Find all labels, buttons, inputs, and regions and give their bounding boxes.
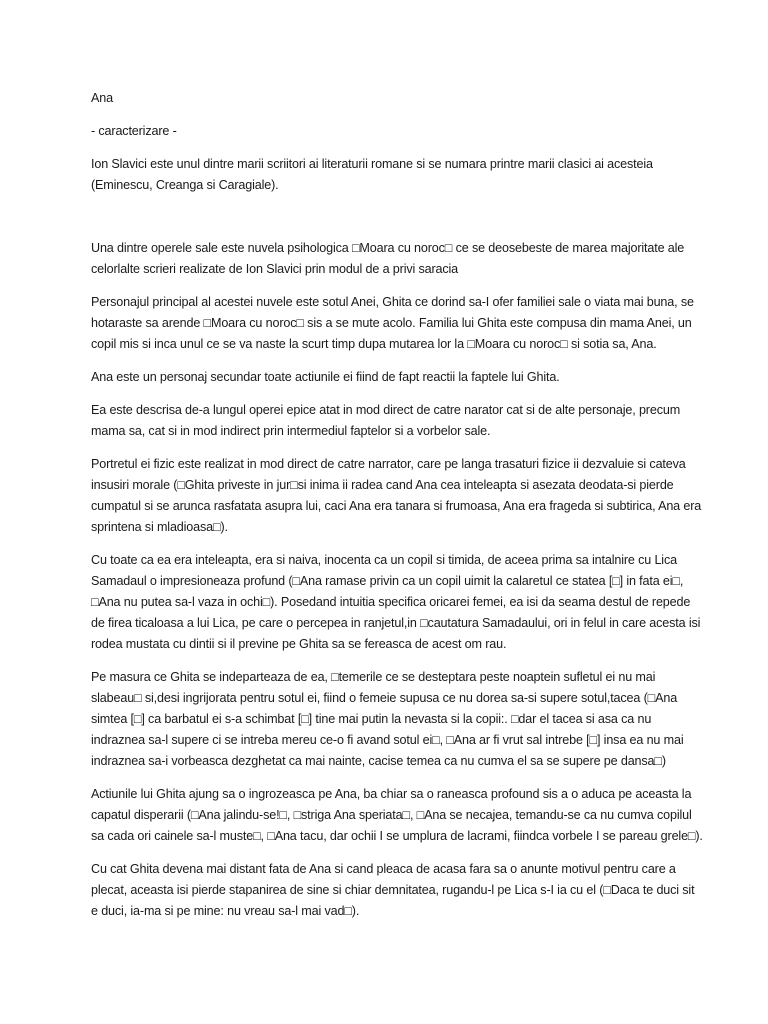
paragraph-descriere: Ea este descrisa de-a lungul operei epice atat in mod direct de catre narator cat si de alte personaje, precum mama sa, cat si in mod indirect prin intermediul faptelor si a vorbelor sale. xyxy=(91,403,681,438)
document-page xyxy=(91,88,703,934)
paragraph-naivitate: Cu toate ca ea era inteleapta, era si naiva, inocenta ca un copil si timida, de aceea prima sa intalnire cu Lica Samadaul o impresioneaza profund (□Ana ramase privin ca un copil uimit la calaretul ce statea [□] in fata ei□, □Ana nu putea sa-l vaza in ochi□). Posedand intuitia specifica oricarei femei, ea isi da seama destul de repede de firea ticaloasa a lui Lica, pe care o percepea in ranjetul,in □cautatura Samadaului, ori in felul in care acesta isi rodea mustata cu dintii si il previne pe Ghita sa se fereasca de acest om rau. xyxy=(91,553,701,651)
paragraph-portret-fizic: Portretul ei fizic este realizat in mod direct de catre narrator, care pe langa trasaturi fizice ii dezvaluie si cateva insusiri morale (□Ghita priveste in jur□si inima ii radea cand Ana cea inteleapta si asezata deodata-si pierde cumpatul si se arunca rasfatata asupra lui, caci Ana era tanara si frumoasa, Ana era frageda si subtirica, Ana era sprintena si mladioasa□). xyxy=(91,457,702,534)
document-title: Ana xyxy=(91,91,113,105)
paragraph-nuvela: Una dintre operele sale este nuvela psihologica □Moara cu noroc□ ce se deosebeste de marea majoritate ale celorlalte scrieri realizate de Ion Slavici prin modul de a privi saracia xyxy=(91,241,685,276)
paragraph-personaj-secundar: Ana este un personaj secundar toate actiunile ei fiind de fapt reactii la faptele lui Ghita. xyxy=(91,370,560,384)
paragraph-indepartare: Pe masura ce Ghita se indeparteaza de ea, □temerile ce se desteptara peste noaptein sufletul ei nu mai slabeau□ si,desi ingrijorata pentru sotul ei, fiind o femeie supusa ce nu dorea sa-si supere sotul,tacea (□Ana simtea [□] ca barbatul ei s-a schimbat [□] tine mai putin la nevasta si la copii:. □dar el tacea si asa ca nu indraznea sa-l supere ci se intreba mereu ce-o fi avand sotul ei□, □Ana ar fi vrut sal intrebe [□] insa ea nu mai indraznea sa-i vorbeasca dezghetat ca mai nainte, cacise temea ca nu cumva el sa se supere pe dansa□) xyxy=(91,670,684,768)
paragraph-personaj-principal: Personajul principal al acestei nuvele este sotul Anei, Ghita ce dorind sa-I ofer familiei sale o viata mai buna, se hotaraste sa arende □Moara cu noroc□ sis a se mute acolo. Familia lui Ghita este compusa din mama Anei, un copil mis si inca unul ce se va naste la scurt timp dupa mutarea lor la □Moara cu noroc□ si sotia sa, Ana. xyxy=(91,295,694,351)
paragraph-final: Cu cat Ghita devena mai distant fata de Ana si cand pleaca de acasa fara sa o anunte motivul pentru care a plecat, aceasta isi pierde stapanirea de sine si chiar demnitatea, rugandu-l pe Lica s-I ia cu el (□Daca te duci sit e duci, ia-ma si pe mine: nu vreau sa-l mai vad□). xyxy=(91,862,695,918)
paragraph-intro: Ion Slavici este unul dintre marii scriitori ai literaturii romane si se numara printre marii clasici ai acesteia (Eminescu, Creanga si Caragiale). xyxy=(91,157,653,192)
paragraph-actiuni: Actiunile lui Ghita ajung sa o ingrozeasca pe Ana, ba chiar sa o raneasca profound sis a o aduca pe aceasta la capatul disperarii (□Ana jalindu-se!□, □striga Ana speriata□, □Ana se necajea, temandu-se ca nu cumva copilul sa cada ori cainele sa-l muste□, □Ana tacu, dar ochii I se umplura de lacrami, fiindca vorbele I se pareau grele□). xyxy=(91,787,703,843)
document-subtitle: - caracterizare - xyxy=(91,124,177,138)
